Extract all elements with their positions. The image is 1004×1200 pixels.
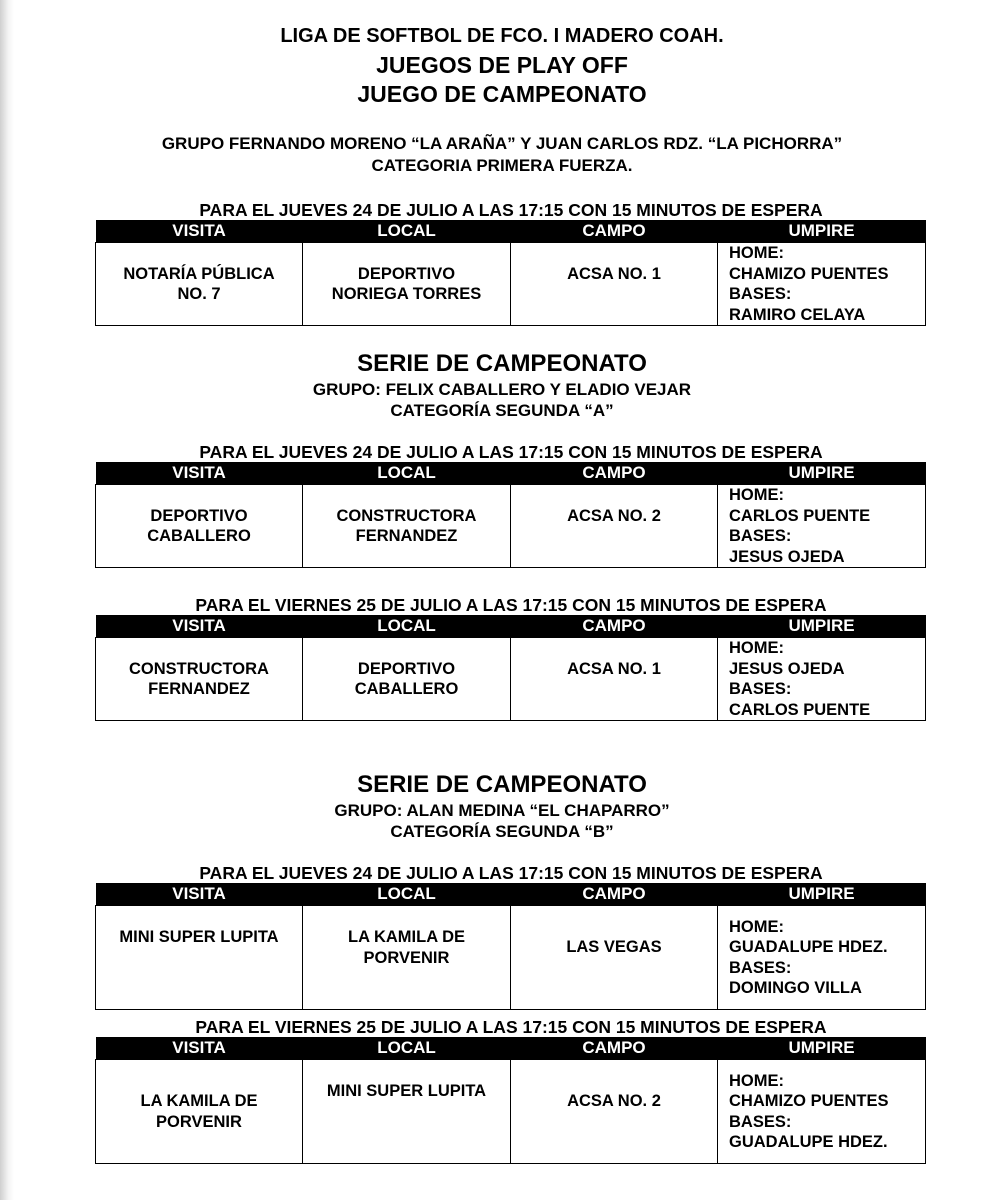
col-local: LOCAL xyxy=(303,615,511,638)
col-umpire: UMPIRE xyxy=(718,1037,926,1060)
game-4-date: PARA EL JUEVES 24 DE JULIO A LAS 17:15 CON 15 MINUTOS DE ESPERA xyxy=(199,863,823,883)
umpire-cell xyxy=(718,485,926,568)
umpire-bases-name: JESUS OJEDA xyxy=(729,547,845,566)
umpire-home-label: HOME: xyxy=(729,639,784,657)
visita-cell xyxy=(96,485,303,568)
umpire-home-label: HOME: xyxy=(729,1071,784,1090)
championship-title: JUEGO DE CAMPEONATO xyxy=(357,81,647,107)
col-local: LOCAL xyxy=(303,883,511,906)
page-edge-shadow xyxy=(0,0,14,1200)
col-umpire: UMPIRE xyxy=(718,462,926,485)
col-campo: CAMPO xyxy=(511,615,718,638)
umpire-bases-label: BASES: xyxy=(729,1112,792,1131)
campo-value: ACSA NO. 2 xyxy=(567,1092,661,1111)
table-row xyxy=(96,243,926,326)
umpire-home-name: GUADALUPE HDEZ. xyxy=(729,938,888,956)
umpire-bases-name: GUADALUPE HDEZ. xyxy=(729,1133,888,1151)
campo-value: ACSA NO. 1 xyxy=(567,659,661,678)
campo-cell xyxy=(511,485,718,568)
game-5-date: PARA EL VIERNES 25 DE JULIO A LAS 17:15 CON 15 MINUTOS DE ESPERA xyxy=(195,1017,827,1037)
local-line: LA KAMILA DE xyxy=(347,928,465,946)
col-visita: VISITA xyxy=(96,883,303,906)
section-3-group: GRUPO: ALAN MEDINA “EL CHAPARRO” xyxy=(334,801,670,820)
section-3-heading: SERIE DE CAMPEONATO xyxy=(357,771,647,798)
umpire-bases-name: CARLOS PUENTE xyxy=(729,700,871,719)
section-2-group: GRUPO: FELIX CABALLERO Y ELADIO VEJAR xyxy=(312,380,692,399)
visita-line: CONSTRUCTORA xyxy=(129,659,269,678)
game-5-table xyxy=(95,1037,926,1164)
umpire-cell xyxy=(718,906,926,1010)
campo-value: LAS VEGAS xyxy=(566,938,662,957)
col-campo: CAMPO xyxy=(511,462,718,485)
local-cell xyxy=(303,1060,511,1164)
col-visita: VISITA xyxy=(96,220,303,243)
game-1-date: PARA EL JUEVES 24 DE JULIO A LAS 17:15 CON 15 MINUTOS DE ESPERA xyxy=(199,200,823,220)
col-campo: CAMPO xyxy=(511,883,718,906)
section-3-category: CATEGORÍA SEGUNDA “B” xyxy=(390,822,614,841)
umpire-bases-label: BASES: xyxy=(729,958,792,977)
league-title: LIGA DE SOFTBOL DE FCO. I MADERO COAH. xyxy=(280,25,724,47)
table-header-row xyxy=(96,883,926,906)
col-local: LOCAL xyxy=(303,220,511,243)
game-1-table xyxy=(95,220,926,326)
visita-line: MINI SUPER LUPITA xyxy=(119,928,279,946)
game-3-date: PARA EL VIERNES 25 DE JULIO A LAS 17:15 CON 15 MINUTOS DE ESPERA xyxy=(195,595,827,615)
visita-line: CABALLERO xyxy=(147,527,251,545)
col-campo: CAMPO xyxy=(511,1037,718,1060)
visita-cell xyxy=(96,906,303,1010)
local-line: DEPORTIVO xyxy=(357,264,456,283)
umpire-bases-label: BASES: xyxy=(729,680,792,698)
table-header-row xyxy=(96,220,926,243)
col-umpire: UMPIRE xyxy=(718,615,926,638)
campo-cell xyxy=(511,638,718,721)
col-umpire: UMPIRE xyxy=(718,883,926,906)
local-line: CONSTRUCTORA xyxy=(336,506,477,525)
local-line: NORIEGA TORRES xyxy=(331,285,482,303)
local-line: FERNANDEZ xyxy=(355,527,458,545)
visita-line: FERNANDEZ xyxy=(148,680,250,698)
game-3-table xyxy=(95,615,926,721)
game-4-table xyxy=(95,883,926,1010)
umpire-home-name: CARLOS PUENTE xyxy=(729,506,871,525)
table-header-row xyxy=(96,1037,926,1060)
umpire-home-label: HOME: xyxy=(729,917,784,936)
campo-cell xyxy=(511,243,718,326)
umpire-home-name: JESUS OJEDA xyxy=(729,659,845,678)
umpire-home-name: CHAMIZO PUENTES xyxy=(729,1092,889,1110)
visita-cell xyxy=(96,243,303,326)
game-2-table xyxy=(95,462,926,568)
umpire-bases-label: BASES: xyxy=(729,285,792,303)
table-row xyxy=(96,638,926,721)
umpire-bases-label: BASES: xyxy=(729,527,792,545)
umpire-home-name: CHAMIZO PUENTES xyxy=(729,264,889,283)
visita-line: NOTARÍA PÚBLICA xyxy=(123,264,275,283)
campo-cell xyxy=(511,906,718,1010)
playoff-title: JUEGOS DE PLAY OFF xyxy=(376,52,628,78)
col-umpire: UMPIRE xyxy=(718,220,926,243)
visita-cell xyxy=(96,1060,303,1164)
table-row xyxy=(96,1060,926,1164)
visita-line: DEPORTIVO xyxy=(150,506,248,525)
col-local: LOCAL xyxy=(303,462,511,485)
umpire-cell xyxy=(718,1060,926,1164)
table-row xyxy=(96,485,926,568)
col-visita: VISITA xyxy=(96,462,303,485)
umpire-cell xyxy=(718,243,926,326)
visita-line: PORVENIR xyxy=(156,1112,242,1131)
col-local: LOCAL xyxy=(303,1037,511,1060)
col-campo: CAMPO xyxy=(511,220,718,243)
local-line: PORVENIR xyxy=(363,948,450,967)
umpire-bases-name: DOMINGO VILLA xyxy=(729,979,862,997)
section-1-group: GRUPO FERNANDO MORENO “LA ARAÑA” Y JUAN CARLOS RDZ. “LA PICHORRA” xyxy=(161,134,843,153)
local-line: MINI SUPER LUPITA xyxy=(326,1082,487,1100)
visita-line: NO. 7 xyxy=(177,285,221,303)
local-cell xyxy=(303,485,511,568)
table-header-row xyxy=(96,615,926,638)
local-line: DEPORTIVO xyxy=(357,659,456,678)
local-cell xyxy=(303,243,511,326)
local-cell xyxy=(303,638,511,721)
umpire-bases-name: RAMIRO CELAYA xyxy=(729,305,866,324)
game-2-date: PARA EL JUEVES 24 DE JULIO A LAS 17:15 CON 15 MINUTOS DE ESPERA xyxy=(199,442,823,462)
umpire-home-label: HOME: xyxy=(729,244,784,262)
umpire-home-label: HOME: xyxy=(729,486,784,504)
umpire-cell xyxy=(718,638,926,721)
visita-cell xyxy=(96,638,303,721)
table-header-row xyxy=(96,462,926,485)
local-cell xyxy=(303,906,511,1010)
local-line: CABALLERO xyxy=(354,680,459,698)
col-visita: VISITA xyxy=(96,1037,303,1060)
visita-line: LA KAMILA DE xyxy=(140,1092,258,1110)
table-row xyxy=(96,906,926,1010)
campo-value: ACSA NO. 1 xyxy=(567,264,661,283)
section-2-category: CATEGORÍA SEGUNDA “A” xyxy=(390,401,614,420)
section-2-heading: SERIE DE CAMPEONATO xyxy=(357,350,647,377)
campo-value: ACSA NO. 2 xyxy=(567,506,661,525)
section-1-category: CATEGORIA PRIMERA FUERZA. xyxy=(371,156,633,175)
col-visita: VISITA xyxy=(96,615,303,638)
campo-cell xyxy=(511,1060,718,1164)
